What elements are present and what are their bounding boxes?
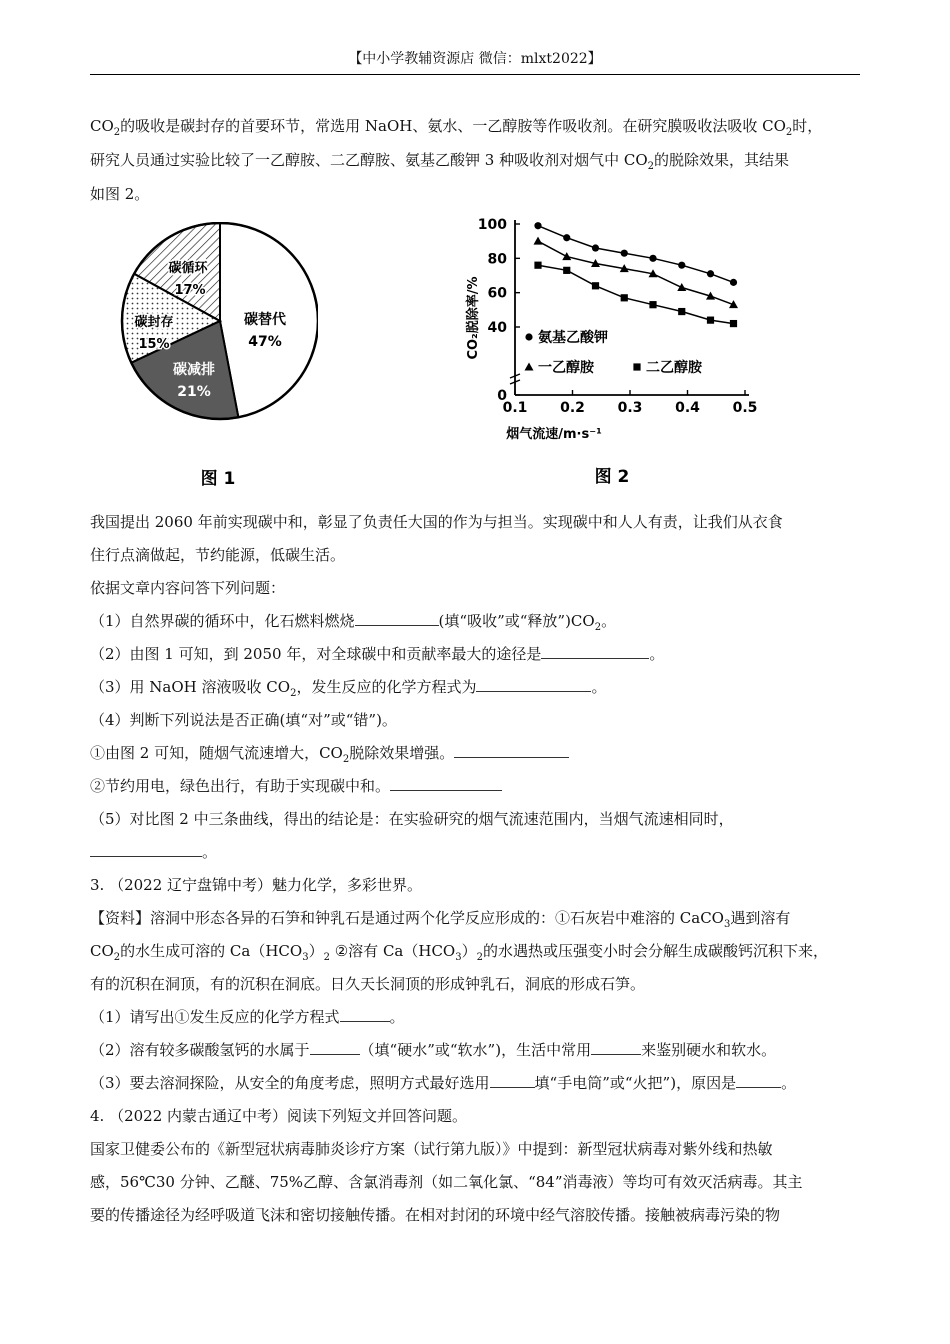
data-point (649, 255, 656, 262)
answer-blank[interactable] (476, 677, 591, 692)
data-point (707, 270, 714, 277)
question-4-2: ②节约用电，绿色出行，有助于实现碳中和。 (90, 776, 502, 796)
pie-label-4: 碳循环 (168, 261, 208, 276)
data-point (534, 237, 543, 245)
data-point (563, 267, 570, 274)
legend-label: 一乙醇胺 (538, 360, 594, 376)
line-chart (455, 210, 765, 490)
pie-pct-1: 47% (248, 334, 282, 350)
intro-line-3: 如图 2。 (90, 185, 150, 203)
answer-blank[interactable] (541, 644, 649, 659)
legend-label: 氨基乙酸钾 (538, 330, 608, 346)
figure-2 (455, 210, 765, 494)
question-3: （3）用 NaOH 溶液吸收 $CO_2$，发生反应的化学方程式为 。 (90, 678, 607, 699)
problem-4-line-3: 要的传播途径为经呼吸道飞沫和密切接触传播。在相对封闭的环境中经气溶胶传播。接触被病毒污染的物 (90, 1206, 781, 1224)
y-tick-label: 80 (487, 251, 507, 268)
pie-pct-4: 17% (174, 283, 206, 298)
para2-line-2: 住行点滴做起，节约能源，低碳生活。 (90, 546, 346, 564)
question-2: （2）由图 1 可知，到 2050 年，对全球碳中和贡献率最大的途径是 。 (90, 645, 665, 663)
x-tick-label: 0.2 (560, 400, 585, 416)
question-5: （5）对比图 2 中三条曲线，得出的结论是：在实验研究的烟气流速范围内，当烟气流速相同时， (90, 810, 734, 828)
data-point (621, 250, 628, 257)
problem-4-title: 4. （2022 内蒙古通辽中考）阅读下列短文并回答问题。 (90, 1107, 468, 1125)
legend-marker (525, 333, 532, 340)
answer-blank[interactable] (591, 1040, 641, 1055)
pie-pct-2: 21% (177, 384, 211, 400)
answer-blank[interactable] (490, 1073, 535, 1088)
data-point (562, 252, 571, 260)
data-point (534, 262, 541, 269)
problem-3-resource-3: 有的沉积在洞顶，有的沉积在洞底。日久天长洞顶的形成钟乳石，洞底的形成石笋。 (90, 975, 646, 993)
intro-line-2: 研究人员通过实验比较了一乙醇胺、二乙醇胺、氨基乙酸钾 3 种吸收剂对烟气中 $CO_2$的脱除效果，其结果 (90, 151, 790, 172)
pie-label-3: 碳封存 (134, 315, 174, 330)
question-4-1: ①由图 2 可知，随烟气流速增大，$CO_2$脱除效果增强。 (90, 743, 569, 763)
x-tick-label: 0.5 (732, 400, 758, 416)
data-point (563, 234, 570, 241)
pie-label-2: 碳减排 (173, 362, 215, 378)
y-tick-label: 0 (497, 388, 507, 404)
para2-line-3: 依据文章内容问答下列问题： (90, 579, 286, 597)
x-tick-label: 0.3 (617, 400, 643, 416)
chart-x-label: 烟气流速/m·s⁻¹ (506, 427, 602, 442)
figure-1-caption: 图 1 (200, 469, 236, 489)
problem-3-resource-2: $CO_2$的水生成可溶的 $Ca(HCO_3)_2$ ②溶有 $Ca(HCO_3)_2$的水遇热或压强变小时会分解生成碳酸钙沉积下来， (90, 942, 829, 963)
data-point (534, 222, 541, 229)
figure-2-caption: 图 2 (594, 467, 630, 487)
data-point (730, 320, 737, 327)
x-tick-label: 0.4 (675, 400, 700, 416)
answer-blank[interactable] (736, 1073, 781, 1088)
pie-pct-3: 15% (138, 337, 170, 352)
para2-line-1: 我国提出 2060 年前实现碳中和，彰显了负责任大国的作为与担当。实现碳中和人人有责，让我们从衣食 (90, 513, 783, 531)
header-rule (90, 74, 860, 75)
data-point (707, 317, 714, 324)
pie-chart (118, 222, 318, 494)
data-point (678, 308, 685, 315)
x-tick-label: 0.1 (502, 400, 528, 416)
data-point (677, 283, 686, 291)
data-point (592, 282, 599, 289)
page-header: 【中小学教辅资源店 微信：mlxt2022】 (348, 51, 602, 67)
legend-marker (633, 363, 640, 370)
intro-line-1: $CO_2$的吸收是碳封存的首要环节，常选用 NaOH、氨水、一乙醇胺等作吸收剂。在研究膜吸收法吸收 $CO_2$时， (90, 117, 823, 138)
data-point (621, 294, 628, 301)
problem-3-q3: （3）要去溶洞探险，从安全的角度考虑，照明方式最好选用 填“手电筒”或“火把”)，原因是 。 (90, 1074, 797, 1092)
question-4: （4）判断下列说法是否正确(填“对”或“错”)。 (90, 711, 397, 729)
y-tick-label: 100 (477, 217, 507, 233)
answer-blank[interactable] (355, 611, 439, 626)
legend-label: 二乙醇胺 (646, 360, 702, 376)
answer-blank[interactable] (340, 1007, 390, 1022)
question-5-answer: 。 (90, 842, 217, 862)
answer-blank[interactable] (90, 842, 202, 857)
answer-blank[interactable] (390, 776, 502, 791)
data-point (592, 244, 599, 251)
answer-blank[interactable] (310, 1040, 360, 1055)
problem-4-line-2: 感，56℃30 分钟、乙醚、75%乙醇、含氯消毒剂（如二氧化氯、“84”消毒液）等均可有效灭活病毒。其主 (90, 1173, 803, 1191)
problem-3-q1: （1）请写出①发生反应的化学方程式 。 (90, 1008, 405, 1026)
chart-y-label: CO₂脱除率/% (466, 276, 481, 360)
y-tick-label: 60 (487, 285, 507, 302)
answer-blank[interactable] (454, 743, 569, 758)
figure-1 (118, 222, 318, 498)
legend-marker (525, 363, 534, 371)
problem-3-title: 3. （2022 辽宁盘锦中考）魅力化学，多彩世界。 (90, 876, 423, 894)
data-point (678, 262, 685, 269)
data-point (649, 301, 656, 308)
y-tick-label: 40 (487, 320, 507, 336)
problem-3-q2: （2）溶有较多碳酸氢钙的水属于 （填“硬水”或“软水”)，生活中常用 来鉴别硬水和软水。 (90, 1041, 777, 1059)
data-point (730, 279, 737, 286)
problem-4-line-1: 国家卫健委公布的《新型冠状病毒肺炎诊疗方案（试行第九版）》中提到：新型冠状病毒对紫外线和热敏 (90, 1140, 773, 1158)
problem-3-resource-1: 【资料】溶洞中形态各异的石笋和钟乳石是通过两个化学反应形成的：①石灰岩中难溶的 CaCO$_3$遇到溶有 (90, 909, 791, 930)
pie-label-1: 碳替代 (244, 312, 286, 328)
question-1: （1）自然界碳的循环中，化石燃料燃烧 (填“吸收”或“释放$”)CO_2$。 (90, 612, 617, 633)
